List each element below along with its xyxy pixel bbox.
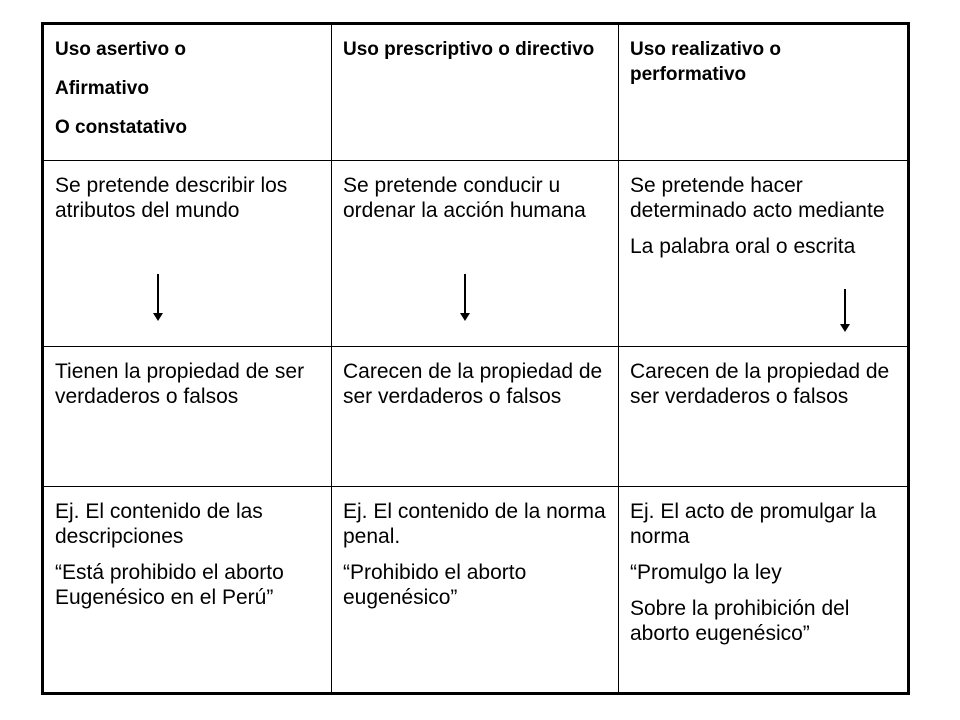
down-arrow-icon xyxy=(464,274,466,318)
down-arrow-icon xyxy=(844,289,846,329)
header-line: Uso realizativo o performativo xyxy=(630,39,781,85)
cell-text: Se pretende describir los atributos del mundo xyxy=(55,174,288,222)
header-line: Uso prescriptivo o directivo xyxy=(343,39,595,60)
cell-text: Carecen de la propiedad de ser verdaderos o falsos xyxy=(343,360,603,408)
cell-text: Sobre la prohibición del aborto eugenésico” xyxy=(630,597,850,645)
cell-text: Ej. El acto de promulgar la norma xyxy=(630,500,877,548)
table-cell xyxy=(619,161,909,347)
table-cell xyxy=(332,487,619,694)
cell-text: Tienen la propiedad de ser verdaderos o falsos xyxy=(55,360,305,408)
cell-text: La palabra oral o escrita xyxy=(630,235,856,258)
header-row xyxy=(43,24,909,161)
table-cell xyxy=(619,487,909,694)
header-cell-realizativo xyxy=(619,24,909,161)
table-cell xyxy=(332,161,619,347)
table-cell xyxy=(43,347,332,487)
table-cell xyxy=(43,487,332,694)
cell-text: Se pretende conducir u ordenar la acción humana xyxy=(343,174,586,222)
comparison-table xyxy=(41,22,910,695)
table-cell xyxy=(619,347,909,487)
header-cell-asertivo xyxy=(43,24,332,161)
header-line: Afirmativo xyxy=(55,78,149,99)
cell-text: Carecen de la propiedad de ser verdaderos o falsos xyxy=(630,360,890,408)
cell-text: “Está prohibido el aborto Eugenésico en el Perú” xyxy=(55,561,284,609)
table-row xyxy=(43,347,909,487)
cell-text: “Promulgo la ley xyxy=(630,561,782,584)
cell-text: Se pretende hacer determinado acto mediante xyxy=(630,174,885,222)
header-line: O constatativo xyxy=(55,117,187,138)
header-line: Uso asertivo o xyxy=(55,39,186,60)
table-cell xyxy=(43,161,332,347)
cell-text: Ej. El contenido de las descripciones xyxy=(55,500,263,548)
table-row xyxy=(43,487,909,694)
table-row xyxy=(43,161,909,347)
cell-text: Ej. El contenido de la norma penal. xyxy=(343,500,606,548)
header-cell-prescriptivo xyxy=(332,24,619,161)
down-arrow-icon xyxy=(157,274,159,318)
table-cell xyxy=(332,347,619,487)
cell-text: “Prohibido el aborto eugenésico” xyxy=(343,561,527,609)
